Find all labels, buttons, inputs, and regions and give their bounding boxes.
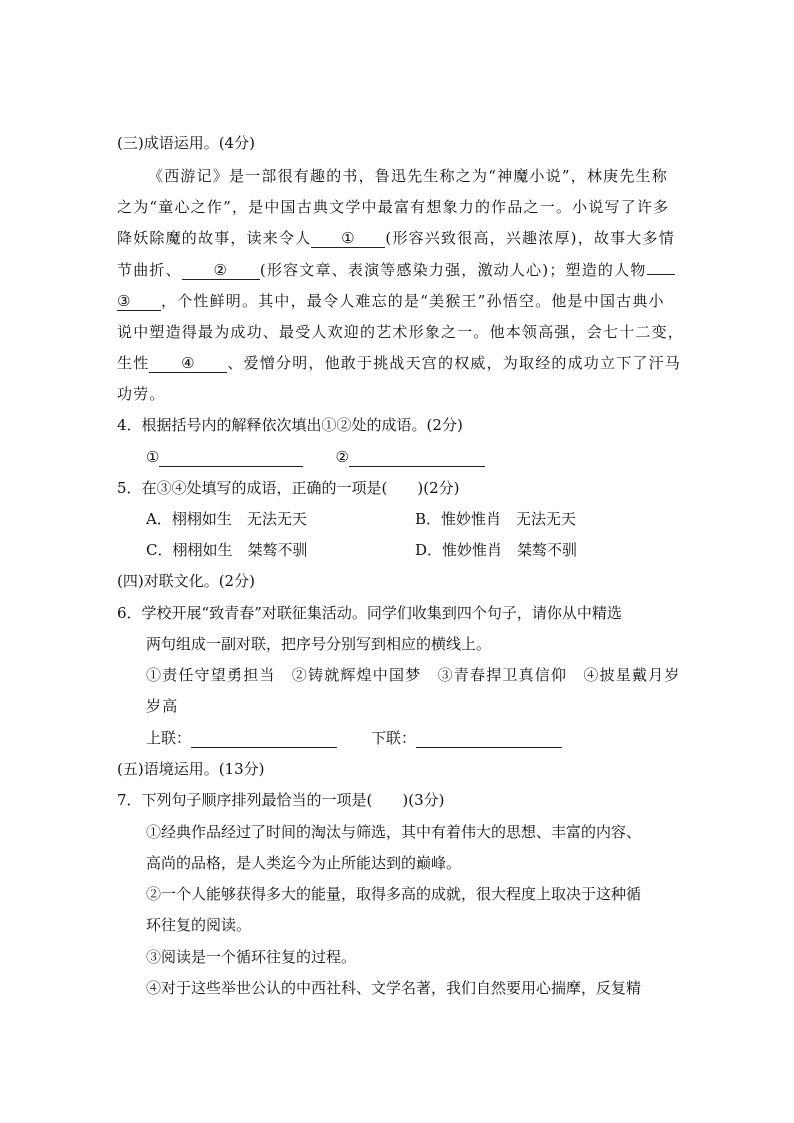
q4-blank-1[interactable]	[159, 448, 303, 467]
passage-line-5	[117, 291, 665, 311]
q5-stem: 5．在③④处填写的成语，正确的一项是( )(2分)	[117, 479, 460, 497]
blank-4[interactable]: ④	[149, 354, 227, 373]
passage-line-3a: 降妖除魔的故事，读来令人	[117, 229, 312, 247]
q4-mark-1: ①	[146, 448, 160, 466]
section-5-title: (五)语境运用。(13分)	[117, 760, 265, 778]
upper-couplet-blank[interactable]	[191, 729, 337, 748]
q7-item-1-line-1: ①经典作品经过了时间的淘汰与筛选，其中有着伟大的思想、丰富的内容、	[146, 823, 642, 841]
passage-line-7b: 、爱憎分明，他敢于挑战天宫的权威，为取经的成功立下了汗马	[227, 354, 682, 372]
q4-answer-row	[146, 447, 485, 467]
blank-3-tail[interactable]	[647, 274, 675, 275]
blank-3[interactable]: ③	[117, 292, 161, 311]
passage-line-2: 之为“童心之作”，是中国古典文学中最富有想象力的作品之一。小说写了许多	[117, 198, 670, 216]
q5-option-a[interactable]: A．栩栩如生 无法无天	[146, 510, 307, 528]
lower-couplet-blank[interactable]	[416, 729, 562, 748]
q5-option-c[interactable]: C．栩栩如生 桀骜不驯	[146, 541, 308, 559]
passage-line-3	[117, 228, 675, 248]
q6-answer-row	[146, 728, 562, 748]
passage-line-8: 功劳。	[117, 385, 166, 403]
q6-stem-line-1: 6．学校开展“致青春”对联征集活动。同学们收集到四个句子，请你从中精选	[117, 604, 622, 622]
q6-options-line-2: 岁高	[146, 697, 179, 715]
q4-stem: 4．根据括号内的解释依次填出①②处的成语。(2分)	[117, 416, 463, 434]
passage-line-7a: 生性	[117, 354, 150, 372]
passage-line-7	[117, 353, 681, 373]
q4-mark-2: ②	[335, 448, 349, 466]
section-4-title: (四)对联文化。(2分)	[117, 572, 255, 590]
passage-line-4a: 节曲折、	[117, 261, 182, 279]
passage-line-4	[117, 260, 675, 280]
q7-item-2-line-2: 环往复的阅读。	[146, 916, 252, 934]
lower-couplet-label: 下联：	[371, 729, 417, 747]
q5-option-b[interactable]: B．惟妙惟肖 无法无天	[415, 510, 577, 528]
q7-item-2-line-1: ②一个人能够获得多大的能量，取得多高的成就，很大程度上取决于这种循	[146, 885, 642, 903]
q6-options-line-1: ①责任守望勇担当 ②铸就辉煌中国梦 ③青春捍卫真信仰 ④披星戴月岁	[146, 666, 681, 684]
upper-couplet-label: 上联：	[146, 729, 192, 747]
passage-line-5b: ，个性鲜明。其中，最令人难忘的是“美猴王”孙悟空。他是中国古典小	[161, 292, 665, 310]
passage-line-6: 说中塑造得最为成功、最受人欢迎的艺术形象之一。他本领高强，会七十二变，	[117, 323, 685, 341]
q4-blank-2[interactable]	[349, 448, 485, 467]
q7-item-3: ③阅读是一个循环往复的过程。	[146, 948, 357, 966]
q7-item-1-line-2: 高尚的品格，是人类迄今为止所能达到的巅峰。	[146, 854, 462, 872]
q7-item-4-line-1: ④对于这些举世公认的中西社科、文学名著，我们自然要用心揣摩，反复精	[146, 979, 642, 997]
passage-line-1: 《西游记》是一部很有趣的书，鲁迅先生称之为“神魔小说”，林庚先生称	[148, 167, 668, 185]
passage-line-4b: (形容文章、表演等感染力强，激动人心)；塑造的人物	[259, 261, 647, 279]
q5-option-d[interactable]: D．惟妙惟肖 桀骜不驯	[415, 541, 578, 559]
q7-stem: 7．下列句子顺序排列最恰当的一项是( )(3分)	[117, 791, 445, 809]
blank-1[interactable]: ①	[311, 229, 385, 248]
passage-line-3b: (形容兴致很高，兴趣浓厚)，故事大多情	[385, 229, 675, 247]
blank-2[interactable]: ②	[182, 261, 260, 280]
section-3-title: (三)成语运用。(4分)	[117, 134, 255, 152]
q6-stem-line-2: 两句组成一副对联，把序号分别写到相应的横线上。	[146, 635, 492, 653]
